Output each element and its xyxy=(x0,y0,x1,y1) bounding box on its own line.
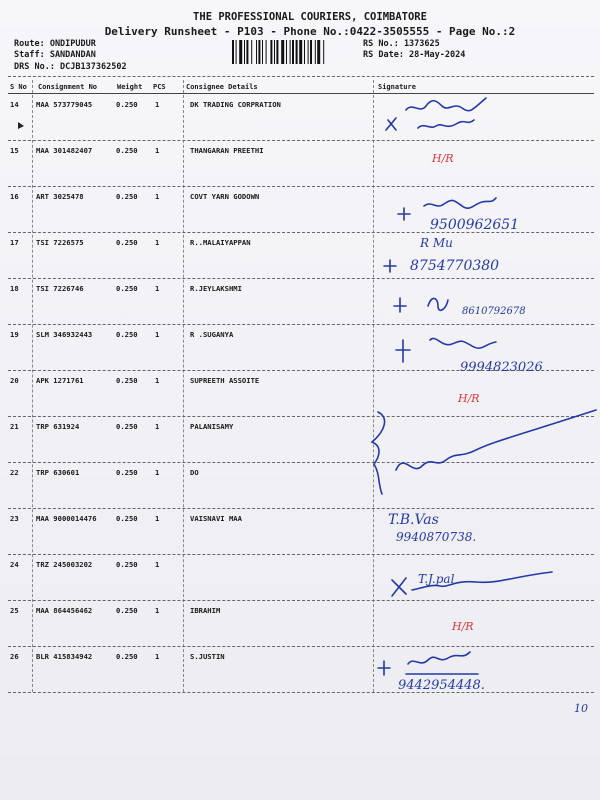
row-consignee: COVT YARN GODOWN xyxy=(190,192,260,201)
row-consignee: THANGARAN PREETHI xyxy=(190,146,264,155)
runsheet-title: Delivery Runsheet - P103 - Phone No.:0422-3505555 - Page No.:2 xyxy=(104,25,516,38)
row-pcs: 1 xyxy=(155,422,160,431)
handwritten-phone-23: 9940870738. xyxy=(396,530,477,544)
drs-number: DRS No.: DCJB137362502 xyxy=(14,62,127,72)
signature-21-22 xyxy=(372,410,596,494)
row-consignment: MAA 9000014476 xyxy=(36,514,97,523)
row-weight: 0.250 xyxy=(116,514,138,523)
row-sno: 19 xyxy=(10,330,19,339)
hlr-mark-25: H/R xyxy=(452,620,474,633)
row-consignee: IBRAHIM xyxy=(190,606,221,615)
row-sno: 26 xyxy=(10,652,19,661)
row-consignment: TRP 631924 xyxy=(36,422,80,431)
handwritten-phone-18: 8610792678 xyxy=(462,306,526,317)
row-pcs: 1 xyxy=(155,100,160,109)
row-sno: 17 xyxy=(10,238,19,247)
row-weight: 0.250 xyxy=(116,606,138,615)
rs-number: RS No.: 1373625 xyxy=(363,39,440,49)
row-weight: 0.250 xyxy=(116,560,138,569)
signature-24 xyxy=(392,572,552,596)
row-weight: 0.250 xyxy=(116,330,138,339)
page-mark: 10 xyxy=(574,702,588,715)
row-consignment: TRZ 245003202 xyxy=(36,560,93,569)
staff-label: Staff: SANDANDAN xyxy=(14,50,96,60)
row-weight: 0.250 xyxy=(116,468,138,477)
col-consignment: Consignment No xyxy=(38,83,98,91)
signature-17 xyxy=(384,260,396,272)
row-weight: 0.250 xyxy=(116,100,138,109)
row-consignee: R..MALAIYAPPAN xyxy=(190,238,251,247)
row-sno: 14 xyxy=(10,100,19,109)
row-weight: 0.250 xyxy=(116,146,138,155)
row-pcs: 1 xyxy=(155,238,160,247)
hlr-mark-15: H/R xyxy=(432,152,454,165)
row-weight: 0.250 xyxy=(116,192,138,201)
row-consignee: VAISNAVI MAA xyxy=(190,514,242,523)
row-consignee: S.JUSTIN xyxy=(190,652,225,661)
row-pcs: 1 xyxy=(155,560,160,569)
row-consignment: BLR 415834942 xyxy=(36,652,93,661)
handwritten-phone-19: 9994823026 xyxy=(460,360,543,375)
row-pcs: 1 xyxy=(155,514,160,523)
row-pcs: 1 xyxy=(155,192,160,201)
row-weight: 0.250 xyxy=(116,422,138,431)
company-title: THE PROFESSIONAL COURIERS, COIMBATORE xyxy=(193,11,427,23)
handwritten-phone-16: 9500962651 xyxy=(430,217,520,233)
row-consignment: APK 1271761 xyxy=(36,376,84,385)
row-consignment: TSI 7226575 xyxy=(36,238,84,247)
row-consignee: DO xyxy=(190,468,199,477)
row-consignment: MAA 573779045 xyxy=(36,100,93,109)
row-sno: 22 xyxy=(10,468,19,477)
row-weight: 0.250 xyxy=(116,652,138,661)
row-consignee: DK TRADING CORPRATION xyxy=(190,100,281,109)
row-sno: 23 xyxy=(10,514,19,523)
col-consignee: Consignee Details xyxy=(186,83,258,91)
row-weight: 0.250 xyxy=(116,238,138,247)
row-pcs: 1 xyxy=(155,376,160,385)
row-consignee: PALANISAMY xyxy=(190,422,234,431)
signature-26 xyxy=(378,652,478,675)
row-sno: 20 xyxy=(10,376,19,385)
rs-date: RS Date: 28-May-2024 xyxy=(363,50,466,60)
row-weight: 0.250 xyxy=(116,376,138,385)
handwritten-name-23: T.B.Vas xyxy=(388,512,439,528)
row-consignee: R.JEYLAKSHMI xyxy=(190,284,242,293)
signature-19 xyxy=(396,338,496,362)
row-sno: 16 xyxy=(10,192,19,201)
row-sno: 18 xyxy=(10,284,19,293)
row-consignment: MAA 864456462 xyxy=(36,606,93,615)
handwritten-phone-17: 8754770380 xyxy=(410,258,500,274)
row-sno: 15 xyxy=(10,146,19,155)
row-sno: 21 xyxy=(10,422,19,431)
row-pcs: 1 xyxy=(155,146,160,155)
col-weight: Weight xyxy=(117,83,143,91)
row-consignee: R .SUGANYA xyxy=(190,330,234,339)
row-pcs: 1 xyxy=(155,468,160,477)
route-label: Route: ONDIPUDUR xyxy=(14,39,96,49)
row-sno: 25 xyxy=(10,606,19,615)
row-pcs: 1 xyxy=(155,652,160,661)
signature-18 xyxy=(394,298,448,312)
col-pcs: PCS xyxy=(153,83,166,91)
handwritten-name-17: R Mu xyxy=(420,236,453,250)
row-pcs: 1 xyxy=(155,330,160,339)
col-signature: Signature xyxy=(378,83,416,91)
row-sno: 24 xyxy=(10,560,19,569)
row-consignment: ART 3025478 xyxy=(36,192,84,201)
handwritten-phone-26: 9442954448. xyxy=(398,678,485,693)
col-sno: S No xyxy=(10,83,27,91)
row-pcs: 1 xyxy=(155,606,160,615)
row-weight: 0.250 xyxy=(116,284,138,293)
row-consignment: MAA 301482407 xyxy=(36,146,93,155)
signature-14 xyxy=(386,98,486,130)
row-pcs: 1 xyxy=(155,284,160,293)
row-consignment: SLM 346932443 xyxy=(36,330,93,339)
row-consignment: TSI 7226746 xyxy=(36,284,84,293)
row-consignee: SUPREETH ASSOITE xyxy=(190,376,260,385)
row-consignment: TRP 630601 xyxy=(36,468,80,477)
handwritten-name-24: T.J.pal xyxy=(418,572,455,586)
hlr-mark-20: H/R xyxy=(458,392,480,405)
margin-mark xyxy=(18,122,24,129)
